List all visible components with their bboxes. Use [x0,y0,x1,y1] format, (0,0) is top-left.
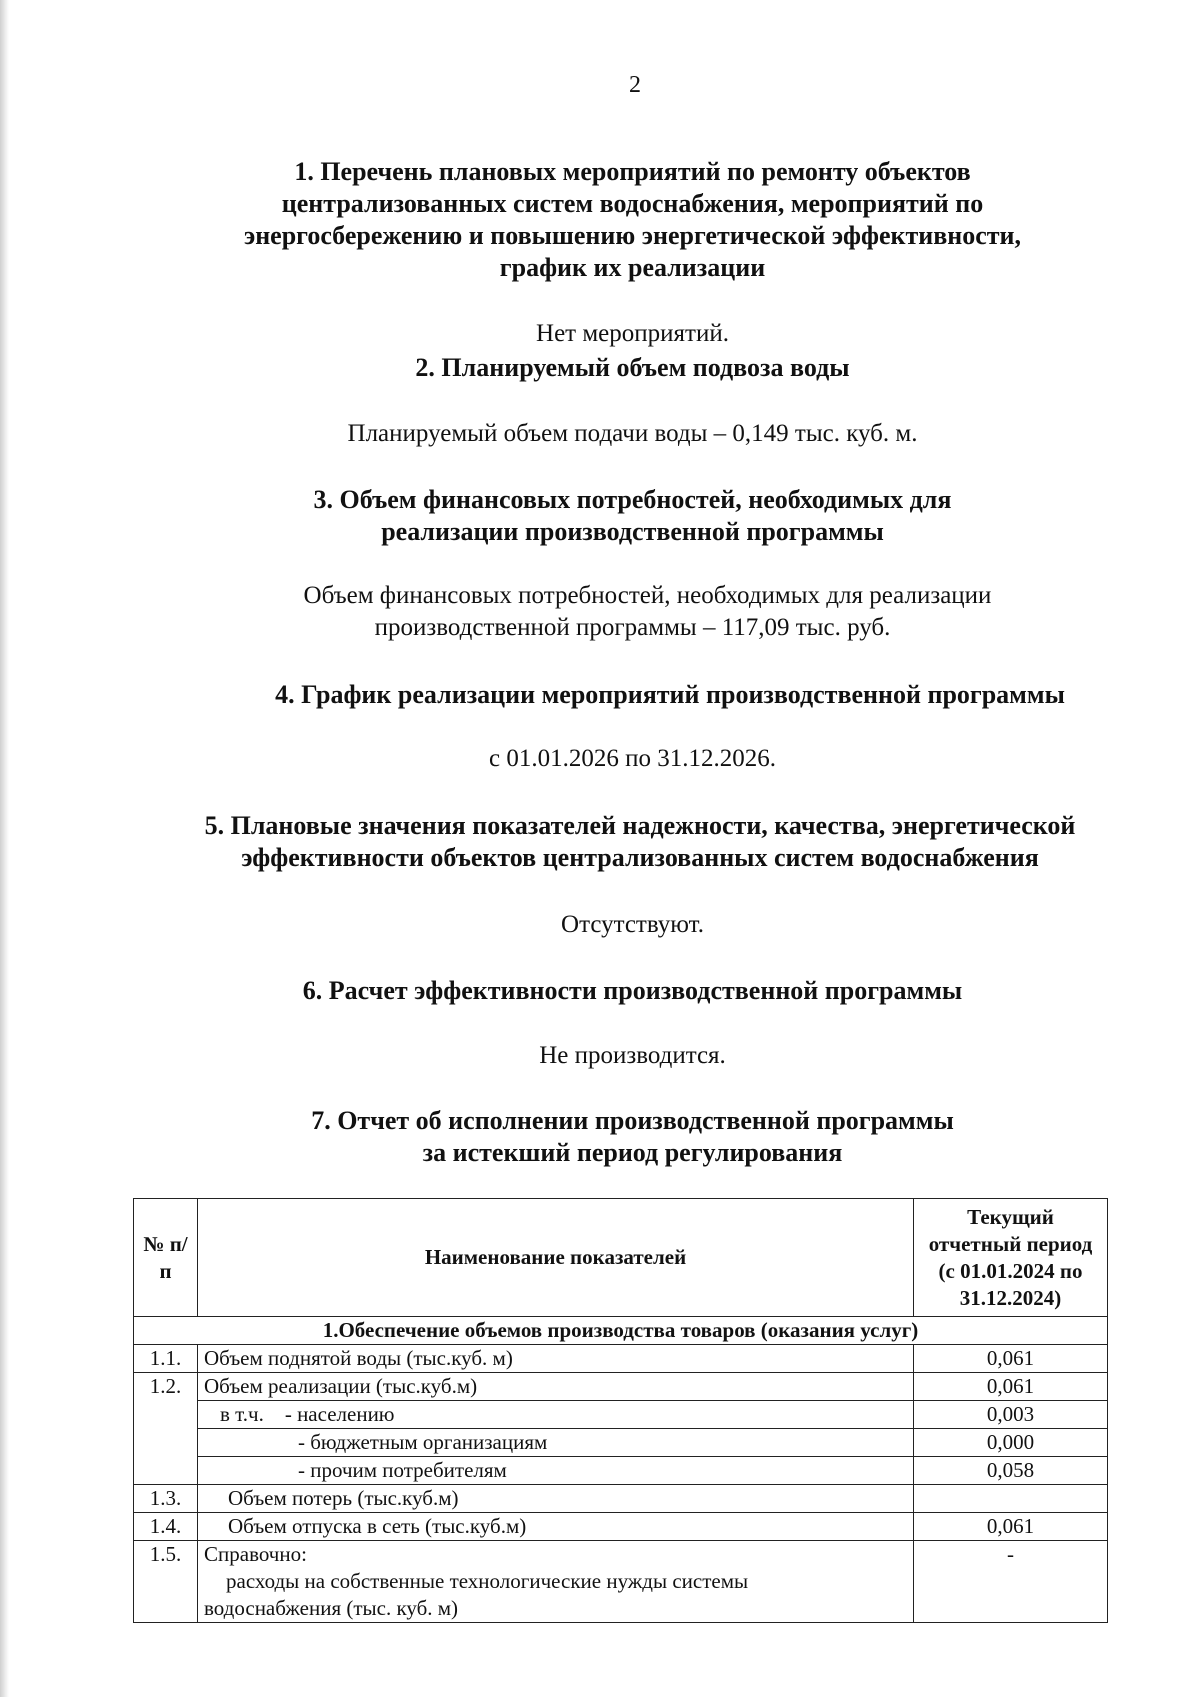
row-value: 0,003 [914,1401,1108,1429]
row-num: 1.3. [134,1485,198,1513]
row-name: Объем потерь (тыс.куб.м) [198,1485,914,1513]
row-value: - [914,1541,1108,1623]
scan-left-edge [0,0,9,1697]
table-row [134,1373,1108,1401]
row-name: Объем отпуска в сеть (тыс.куб.м) [198,1513,914,1541]
row-name: в т.ч. - населению [198,1401,914,1429]
table-row [134,1485,1108,1513]
section-3-heading: 3. Объем финансовых потребностей, необходимых для реализации производственной программы [313,485,952,546]
row-value: 0,000 [914,1429,1108,1457]
table-row [134,1541,1108,1623]
table-row [134,1429,1108,1457]
row-name: Справочно: расходы на собственные технологические нужды системы водоснабжения (тыс. куб. м) [198,1541,914,1623]
section-3-text: Объем финансовых потребностей, необходимых для реализации производственной программы – 117,09 тыс. руб. [303,582,992,641]
table-header-row [134,1199,1108,1317]
row-name: Объем поднятой воды (тыс.куб. м) [198,1345,914,1373]
row-name: - прочим потребителям [198,1457,914,1485]
row-value: 0,061 [914,1373,1108,1401]
header-num: № п/п [134,1199,198,1317]
row-value: 0,061 [914,1513,1108,1541]
header-name: Наименование показателей [198,1199,914,1317]
section-title: 1.Обеспечение объемов производства товаров (оказания услуг) [134,1317,1108,1345]
section-1-text: Нет мероприятий. [536,320,729,347]
row-num: 1.1. [134,1345,198,1373]
table-row [134,1401,1108,1429]
section-5-heading: 5. Плановые значения показателей надежности, качества, энергетической эффективности объектов централизованных систем водоснабжения [204,811,1076,872]
row-value: 0,058 [914,1457,1108,1485]
page-number: 2 [629,72,641,98]
table-row [134,1513,1108,1541]
section-1-heading: 1. Перечень плановых мероприятий по ремонту объектов централизованных систем водоснабжения, мероприятий по энергосбережению и повышению энергетической эффективности, график их реализации [243,157,1022,282]
section-2-heading: 2. Планируемый объем подвоза воды [415,353,850,382]
section-7-heading: 7. Отчет об исполнении производственной программы за истекший период регулирования [311,1106,954,1167]
table-section-row [134,1317,1108,1345]
section-6-text: Не производится. [539,1042,726,1069]
header-period: Текущий отчетный период (с 01.01.2024 по 31.12.2024) [914,1199,1108,1317]
section-4-heading: 4. График реализации мероприятий производственной программы [275,680,1065,709]
section-5-text: Отсутствуют. [561,911,704,938]
row-value [914,1485,1108,1513]
row-name: Объем реализации (тыс.куб.м) [198,1373,914,1401]
row-num: 1.5. [134,1541,198,1623]
row-name: - бюджетным организациям [198,1429,914,1457]
section-6-heading: 6. Расчет эффективности производственной программы [302,976,963,1005]
table-row [134,1345,1108,1373]
section-4-text: с 01.01.2026 по 31.12.2026. [489,745,776,772]
row-num: 1.4. [134,1513,198,1541]
section-2-text: Планируемый объем подачи воды – 0,149 тыс. куб. м. [347,420,918,447]
row-num: 1.2. [134,1373,198,1401]
row-value: 0,061 [914,1345,1108,1373]
table-row [134,1457,1108,1485]
row-num [134,1429,198,1457]
row-num [134,1401,198,1429]
row-num [134,1457,198,1485]
report-table [133,1198,1108,1623]
